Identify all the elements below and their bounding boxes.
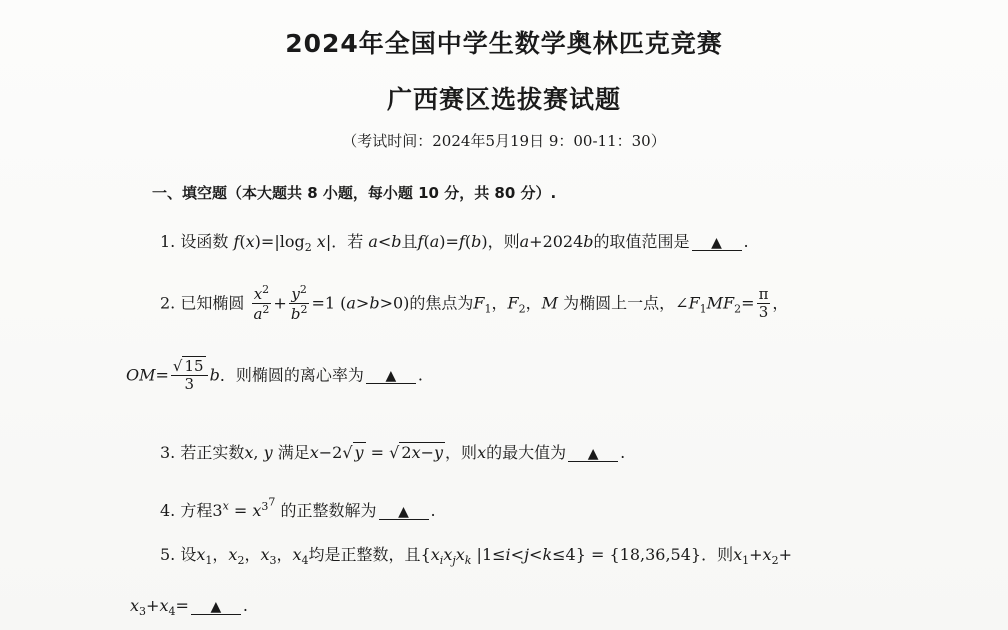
exam-title: 2024年全国中学生数学奥林匹克竞赛	[285, 29, 723, 58]
answer-blank: ▲	[366, 369, 416, 384]
exam-time: （考试时间：2024年5月19日 9：00-11：30）	[342, 132, 666, 150]
math-expression: f	[233, 232, 240, 251]
question-2: 2. 已知椭圆 $\frac{x^2}{a^2}$ + $\frac{y^2}{b^2}$ =1 (a>b>0)的焦点为$F_1$，$F_2$，M 为椭圆上一点，$\angle F_1MF_2=$ $\frac{\pi}{3}$ ，	[160, 283, 789, 324]
answer-blank: ▲	[692, 236, 742, 251]
question-4: 4. 方程$3^x = x^{3^7}$ 的正整数解为 ▲ .	[160, 495, 436, 520]
section-heading: 一、填空题（本大题共 8 小题，每小题 10 分，共 80 分）.	[152, 184, 557, 202]
answer-blank: ▲	[379, 505, 429, 520]
question-1: 1. 设函数 $f(x)=|\log_2$ x|．若 a<b且f(a)=f(b)，则a+2024b的取值范围是 ▲ .	[160, 232, 749, 255]
exam-subtitle: 广西赛区选拔赛试题	[386, 85, 621, 114]
question-5-continued: $x_3+x_4=$ ▲ .	[130, 596, 248, 619]
question-2-continued: OM= $\frac{√ 15}{3}$ b．则椭圆的离心率为 ▲ .	[126, 357, 423, 394]
question-3: 3. 若正实数x, y 满足x−2√ y = √ 2x−y ，则x的最大值为 ▲ .	[160, 443, 626, 462]
answer-blank: ▲	[568, 447, 618, 462]
answer-blank: ▲	[191, 600, 241, 615]
question-5: 5. 设$x_1$，$x_2$，$x_3$，$x_4$均是正整数，且{$x_ix_jx_k$ |1≤i<j<k≤4} = {18,36,54}．则$x_1+x_2+$	[160, 545, 792, 568]
